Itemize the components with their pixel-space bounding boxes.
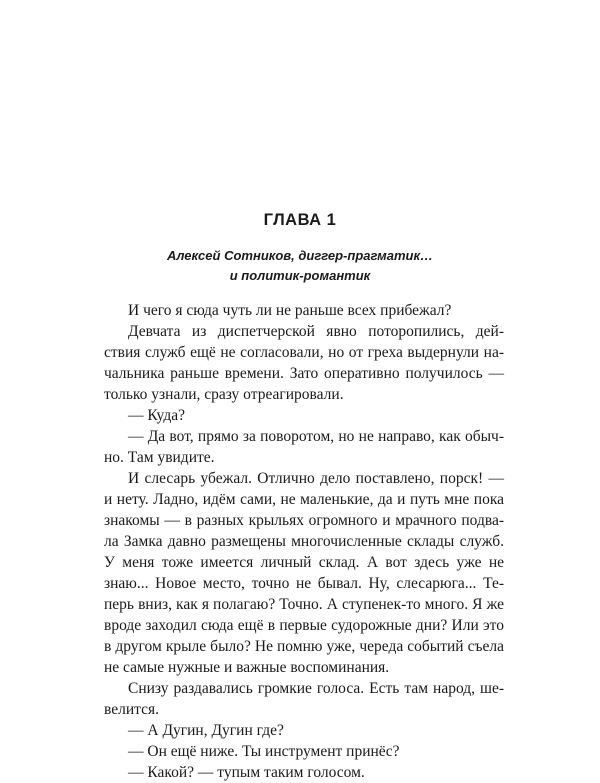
text-line: — Да вот, прямо за поворотом, но не направо, как обыч- — [128, 428, 504, 445]
text-line: не самые нужные и важные воспоминания. — [104, 659, 390, 676]
text-line: И слесарь убежал. Отлично дело поставлено, порск! — — [128, 470, 504, 487]
text-line: знаю... Новое место, точно не бывал. Ну, слесарюга... Те- — [104, 575, 504, 592]
body-text — [104, 300, 504, 783]
text-line: — А Дугин, Дугин где? — [128, 722, 284, 739]
text-line: ла Замка давно размещены многочисленные склады служб. — [104, 533, 504, 550]
text-line: но. Там увидите. — [104, 449, 215, 466]
text-line: Снизу раздавались громкие голоса. Есть там народ, ше- — [128, 680, 504, 697]
chapter-subtitle — [0, 246, 600, 286]
text-line: У меня тоже имеется личный склад. А вот здесь уже не — [104, 554, 504, 571]
text-line: вроде заходил сюда ещё в первые судорожные дни? Или это — [104, 617, 504, 634]
text-line: — Он ещё ниже. Ты инструмент принёс? — [128, 743, 400, 760]
text-line: и нету. Ладно, идём сами, не маленькие, да и путь мне пока — [104, 491, 504, 508]
text-line: Девчата из диспетчерской явно поторопились, дей- — [128, 323, 504, 340]
text-line: в другом крыле было? Не помню уже, череда событий съела — [104, 638, 504, 655]
text-line: перь вниз, как я полагаю? Точно. А ступенек-то много. Я же — [104, 596, 504, 613]
text-line: — Какой? — тупым таким голосом. — [128, 764, 365, 781]
subtitle-line: Алексей Сотников, диггер-прагматик… — [166, 248, 434, 263]
text-line: И чего я сюда чуть ли не раньше всех прибежал? — [128, 302, 452, 319]
text-line: чальника раньше времени. Зато оперативно получилось — — [104, 365, 504, 382]
text-line: знакомы — в разных крыльях огромного и мрачного подва- — [104, 512, 504, 529]
text-line: — Куда? — [128, 407, 185, 424]
text-line: ствия служб ещё не согласовали, но от греха выдернули на- — [104, 344, 504, 361]
subtitle-line: и политик-романтик — [229, 268, 371, 283]
chapter-title: ГЛАВА 1 — [263, 211, 337, 229]
text-line: только узнали, сразу отреагировали. — [104, 386, 344, 403]
text-line: велится. — [104, 701, 159, 718]
